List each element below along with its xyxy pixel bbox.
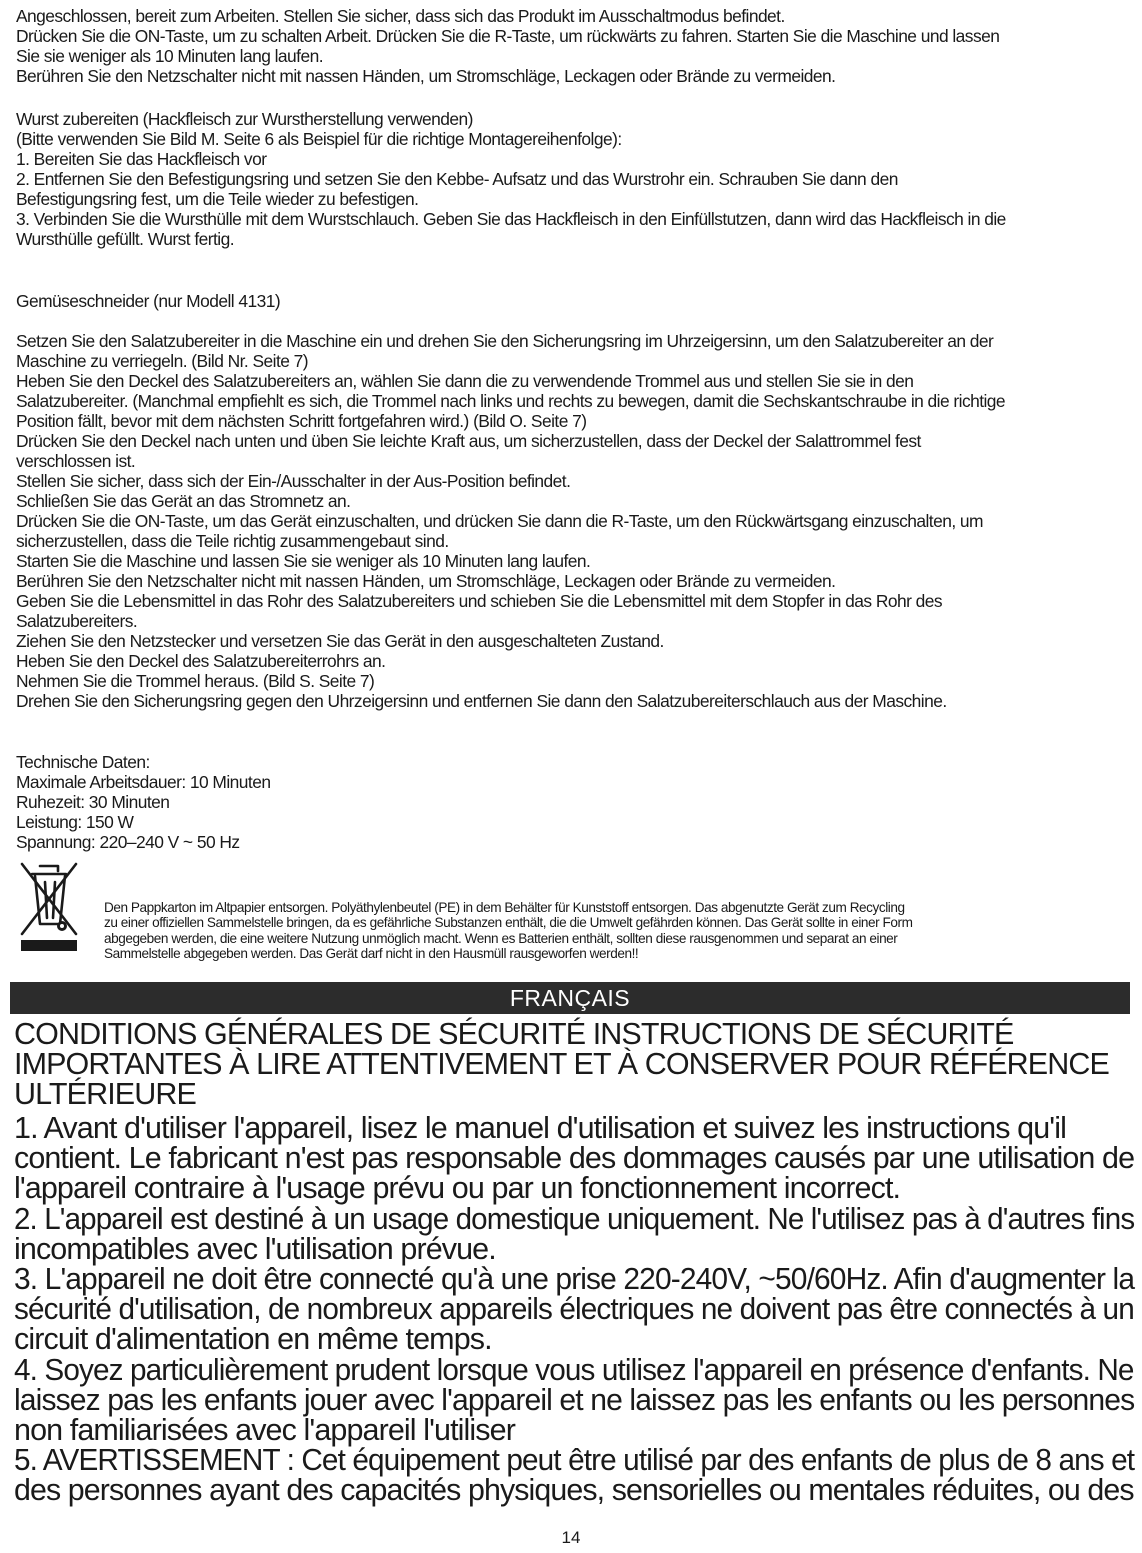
crossed-out-bin-icon <box>18 858 80 954</box>
text-line: non familiarisées avec l'appareil l'utiliser <box>14 1413 515 1448</box>
text-line: zu einer offiziellen Sammelstelle bringen, da es gefährliche Substanzen enthält, die die Umwelt gefährden können. Das Gerät sollte in einer Form <box>104 915 913 931</box>
text-line: Berühren Sie den Netzschalter nicht mit nassen Händen, um Stromschläge, Leckagen oder Brände zu vermeiden. <box>16 66 836 86</box>
text-line: 5. AVERTISSEMENT : Cet équipement peut être utilisé par des enfants de plus de 8 ans et <box>14 1443 1135 1478</box>
german-sausage-block <box>16 109 1132 249</box>
text-line: Wursthülle gefüllt. Wurst fertig. <box>16 229 234 249</box>
page-number: 14 <box>561 1528 581 1547</box>
text-line: Geben Sie die Lebensmittel in das Rohr des Salatzubereiters und schieben Sie die Lebensmittel mit dem Stopfer in das Rohr des <box>16 591 942 611</box>
title-line: ULTÉRIEURE <box>14 1077 196 1112</box>
text-line: Ziehen Sie den Netzstecker und versetzen Sie das Gerät in den ausgeschalteten Zustand. <box>16 631 664 651</box>
text-line: Drücken Sie die ON-Taste, um das Gerät einzuschalten, und drücken Sie dann die R-Taste, um den Rückwärtsgang einzuschalten, um <box>16 511 983 531</box>
text-line: 3. Verbinden Sie die Wursthülle mit dem Wurstschlauch. Geben Sie das Hackfleisch in den Einfüllstutzen, dann wird das Hackfleisch in die <box>16 209 1006 229</box>
text-line: Maximale Arbeitsdauer: 10 Minuten <box>16 772 271 792</box>
text-line: incompatibles avec l'utilisation prévue. <box>14 1231 496 1266</box>
text-line: Salatzubereiter. (Manchmal empfiehlt es sich, die Trommel nach links und rechts zu bewegen, damit die Sechskantschraube in die richtige <box>16 391 1006 411</box>
text-line: Starten Sie die Maschine und lassen Sie sie weniger als 10 Minuten lang laufen. <box>16 551 591 571</box>
text-line: Befestigungsring fest, um die Teile wieder zu befestigen. <box>16 189 419 209</box>
text-line: laissez pas les enfants jouer avec l'appareil et ne laissez pas les enfants ou les personnes <box>14 1382 1135 1417</box>
text-line: l'appareil contraire à l'usage prévu ou par un fonctionnement incorrect. <box>14 1171 901 1206</box>
german-vegetable-block <box>16 331 1132 711</box>
text-line: 1. Bereiten Sie das Hackfleisch vor <box>16 149 267 169</box>
text-line: Drücken Sie die ON-Taste, um zu schalten Arbeit. Drücken Sie die R-Taste, um rückwärts zu fahren. Starten Sie die Maschine und lassen <box>16 26 1000 46</box>
french-safety-title <box>14 1019 1134 1110</box>
text-line: sécurité d'utilisation, de nombreux appareils électriques ne doivent pas être connectés à un <box>14 1292 1134 1327</box>
text-line: Angeschlossen, bereit zum Arbeiten. Stellen Sie sicher, dass sich das Produkt im Ausschaltmodus befindet. <box>16 6 785 26</box>
title-line: IMPORTANTES À LIRE ATTENTIVEMENT ET À CONSERVER POUR RÉFÉRENCE <box>14 1047 1109 1082</box>
text-line: (Bitte verwenden Sie Bild M. Seite 6 als Beispiel für die richtige Montagereihenfolge): <box>16 129 622 149</box>
text-line: Maschine zu verriegeln. (Bild Nr. Seite 7) <box>16 351 308 371</box>
text-line: Spannung: 220–240 V ~ 50 Hz <box>16 832 240 852</box>
text-line: contient. Le fabricant n'est pas responsable des dommages causés par une utilisation de <box>14 1141 1135 1176</box>
german-intro-block <box>16 6 1132 86</box>
text-line: 3. L'appareil ne doit être connecté qu'à une prise 220-240V, ~50/60Hz. Afin d'augmenter la <box>14 1262 1135 1297</box>
text-line: Berühren Sie den Netzschalter nicht mit nassen Händen, um Stromschläge, Leckagen oder Brände zu vermeiden. <box>16 571 836 591</box>
text-line: 2. Entfernen Sie den Befestigungsring und setzen Sie den Kebbe- Aufsatz und das Wurstrohr ein. Schrauben Sie dann den <box>16 169 898 189</box>
title-line: CONDITIONS GÉNÉRALES DE SÉCURITÉ INSTRUCTIONS DE SÉCURITÉ <box>14 1017 1014 1051</box>
text-line: Technische Daten: <box>16 752 150 772</box>
text-line: 1. Avant d'utiliser l'appareil, lisez le manuel d'utilisation et suivez les instructions qu'il <box>14 1111 1066 1145</box>
text-line: Nehmen Sie die Trommel heraus. (Bild S. Seite 7) <box>16 671 375 691</box>
language-section-bar: FRANÇAIS <box>10 982 1130 1014</box>
text-line: 4. Soyez particulièrement prudent lorsque vous utilisez l'appareil en présence d'enfants. Ne <box>14 1352 1134 1387</box>
text-line: Wurst zubereiten (Hackfleisch zur Wurstherstellung verwenden) <box>16 109 473 129</box>
text-line: verschlossen ist. <box>16 451 136 471</box>
text-line: circuit d'alimentation en même temps. <box>14 1322 492 1357</box>
text-line: Den Pappkarton im Altpapier entsorgen. Polyäthylenbeutel (PE) in dem Behälter für Kunststoff entsorgen. Das abgenutzte Gerät zum Recycling <box>104 900 905 915</box>
text-line: des personnes ayant des capacités physiques, sensorielles ou mentales réduites, ou des <box>14 1473 1134 1508</box>
text-line: 2. L'appareil est destiné à un usage domestique uniquement. Ne l'utilisez pas à d'autres fins <box>14 1201 1135 1236</box>
text-line: sicherzustellen, dass die Teile richtig zusammengebaut sind. <box>16 531 449 551</box>
text-line: Heben Sie den Deckel des Salatzubereiterrohrs an. <box>16 651 386 671</box>
text-line: Leistung: 150 W <box>16 812 134 832</box>
text-line: Sammelstelle abgegeben werden. Das Gerät darf nicht in den Hausmüll rausgeworfen werden!! <box>104 945 639 961</box>
text-line: Ruhezeit: 30 Minuten <box>16 792 170 812</box>
text-line: abgegeben werden, die eine weitere Nutzung unmöglich macht. Wenn es Batterien enthält, sollten diese rausgenommen und separat an einer <box>104 930 898 946</box>
german-vegetable-heading <box>16 291 1132 311</box>
text-line: Drehen Sie den Sicherungsring gegen den Uhrzeigersinn und entfernen Sie dann den Salatzubereiterschlauch aus der Maschine. <box>16 691 947 711</box>
text-line: Position fällt, bevor mit dem nächsten Schritt fortgefahren wird.) (Bild O. Seite 7) <box>16 411 587 431</box>
disposal-notice <box>104 900 1134 961</box>
german-tech-data-block <box>16 752 1132 852</box>
text-line: Drücken Sie den Deckel nach unten und üben Sie leichte Kraft aus, um sicherzustellen, dass der Deckel der Salattrommel fest <box>16 431 921 451</box>
text-line: Salatzubereiters. <box>16 611 138 631</box>
french-safety-list <box>14 1113 1134 1506</box>
text-line: Setzen Sie den Salatzubereiter in die Maschine ein und drehen Sie den Sicherungsring im Uhrzeigersinn, um den Salatzubereiter an der <box>16 331 994 351</box>
text-line: Stellen Sie sicher, dass sich der Ein-/Ausschalter in der Aus-Position befindet. <box>16 471 571 491</box>
text-line: Schließen Sie das Gerät an das Stromnetz an. <box>16 491 351 511</box>
text-line: Sie sie weniger als 10 Minuten lang laufen. <box>16 46 323 66</box>
section-heading: Gemüseschneider (nur Modell 4131) <box>16 291 281 311</box>
text-line: Heben Sie den Deckel des Salatzubereiters an, wählen Sie dann die zu verwendende Trommel aus und stellen Sie sie in den <box>16 371 914 391</box>
